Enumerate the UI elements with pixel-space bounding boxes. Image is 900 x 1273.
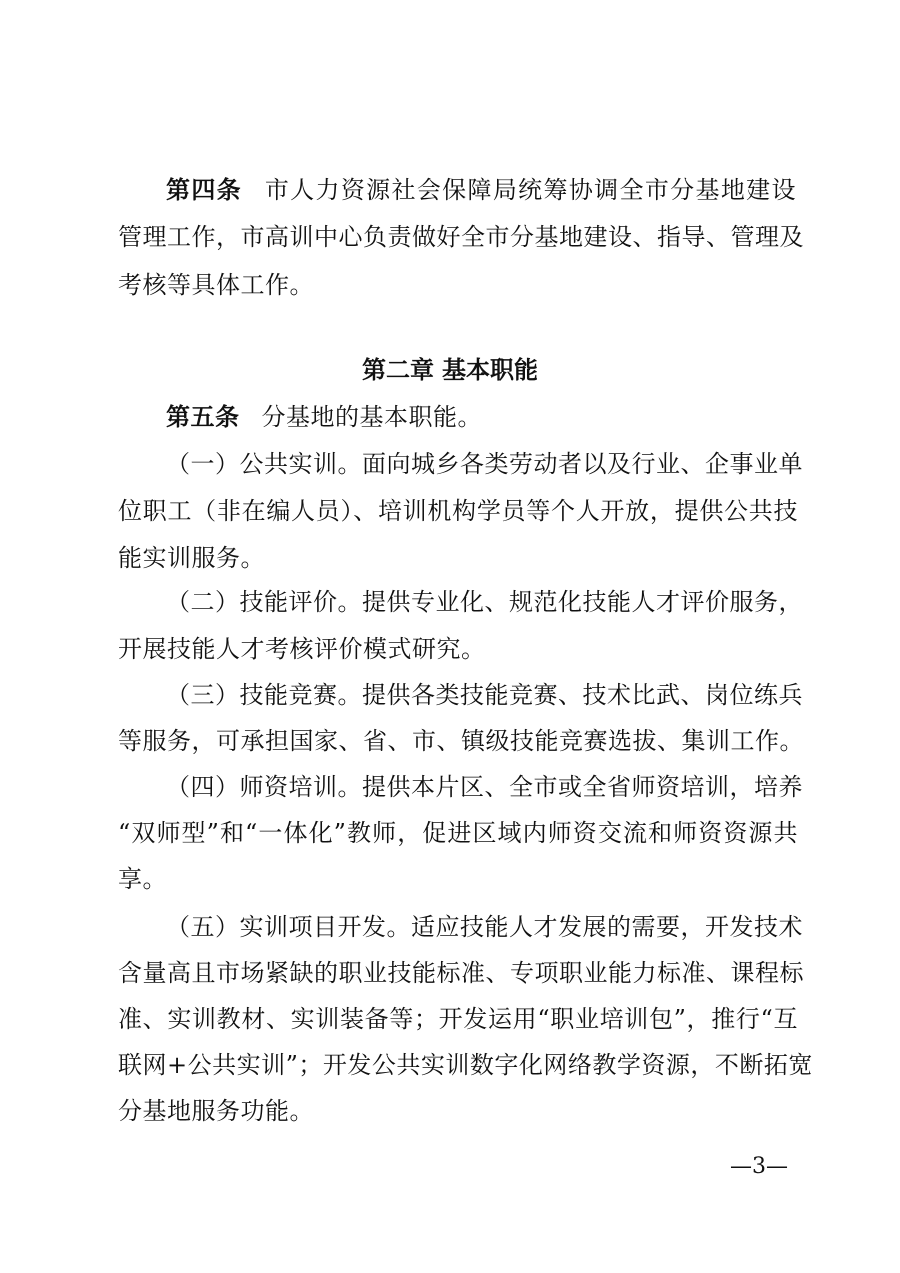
article4-label: 第四条 — [166, 176, 242, 204]
article4-line2: 管理工作，市高训中心负责做好全市分基地建设、指导、管理及 — [118, 223, 804, 251]
item2-line2: 开展技能人才考核评价模式研究。 — [118, 635, 486, 663]
item1-line1: （一）公共实训。面向城乡各类劳动者以及行业、企事业单 — [166, 450, 803, 478]
item4-line3: 享。 — [118, 865, 167, 893]
chapter-number: 第二章 — [362, 356, 434, 384]
item5-line2: 含量高且市场紧缺的职业技能标准、专项职业能力标准、课程标 — [118, 959, 804, 987]
item5-line1: （五）实训项目开发。适应技能人才发展的需要，开发技术 — [166, 913, 803, 941]
item5-line4: 联网+公共实训”；开发公共实训数字化网络教学资源，不断拓宽 — [118, 1051, 813, 1079]
item3-line1: （三）技能竞赛。提供各类技能竞赛、技术比武、岗位练兵 — [166, 681, 803, 709]
item5-line3: 准、实训教材、实训装备等；开发运用“职业培训包”，推行“互 — [118, 1005, 798, 1033]
item4-line1: （四）师资培训。提供本片区、全市或全省师资培训，培养 — [166, 773, 803, 801]
article4-line3: 考核等具体工作。 — [118, 271, 314, 299]
article4-line1 — [166, 175, 796, 205]
article5-label: 第五条 — [166, 403, 240, 431]
item4-line2: “双师型”和“一体化”教师，促进区域内师资交流和师资资源共 — [118, 819, 798, 847]
page-number: —3— — [730, 1154, 788, 1179]
article5-text: 分基地的基本职能。 — [261, 403, 482, 431]
chapter-title: 基本职能 — [442, 356, 538, 384]
article4-text-line1: 市人力资源社会保障局统筹协调全市分基地建设 — [264, 176, 796, 204]
item2-line1: （二）技能评价。提供专业化、规范化技能人才评价服务， — [166, 588, 803, 616]
item1-line2: 位职工（非在编人员）、培训机构学员等个人开放，提供公共技 — [118, 497, 798, 525]
article5-line — [166, 402, 796, 432]
item5-line5: 分基地服务功能。 — [118, 1097, 314, 1125]
chapter-heading — [0, 355, 900, 385]
item3-line2: 等服务，可承担国家、省、市、镇级技能竞赛选拔、集训工作。 — [118, 727, 804, 755]
item1-line3: 能实训服务。 — [118, 544, 265, 572]
